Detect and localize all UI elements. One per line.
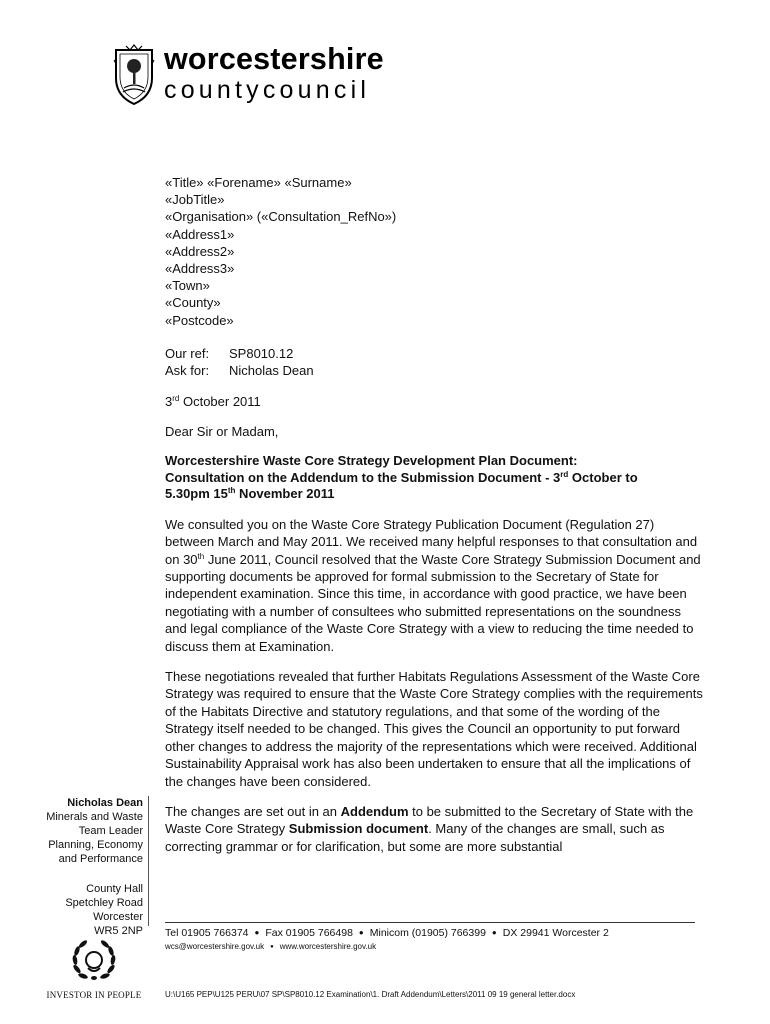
letter-subject: Worcestershire Waste Core Strategy Development Plan Document: Consultation on the Addendum to the Submission Document - 3rd October to 5.30pm 15th November 2011 [165, 453, 638, 502]
address-line: «Organisation» («Consultation_RefNo») [165, 209, 397, 225]
bullet-icon: ● [254, 928, 260, 937]
address-line: «Address3» [165, 260, 235, 276]
sender-name: Nicholas Dean [67, 797, 143, 809]
sender-address-line: Spetchley Road [65, 897, 143, 909]
address-line: «Title» «Forename» «Surname» [165, 175, 352, 190]
our-ref-value: SP8010.12 [229, 345, 294, 361]
sender-role-line: Minerals and Waste [46, 811, 143, 823]
salutation: Dear Sir or Madam, [165, 423, 279, 439]
address-line: «Address1» [165, 226, 235, 242]
sender-address-line: WR5 2NP [94, 925, 143, 937]
sender-role-line: Planning, Economy [48, 839, 143, 851]
address-line: «Postcode» [165, 312, 234, 328]
laurel-wreath-icon [38, 934, 150, 988]
address-line: «Town» [165, 278, 210, 294]
footer-website[interactable]: www.worcestershire.gov.uk [279, 942, 377, 951]
iip-caption: INVESTOR IN PEOPLE [46, 990, 142, 1000]
sender-role-line: Team Leader [78, 825, 143, 837]
footer-divider [165, 922, 695, 923]
letter-date: 3rd October 2011 [165, 393, 261, 409]
footer-email[interactable]: wcs@worcestershire.gov.uk [165, 942, 265, 951]
footer-dx: DX 29941 Worcester 2 [502, 927, 609, 939]
paragraph-3: The changes are set out in an Addendum to be submitted to the Secretary of State with the Waste Core Strategy Submission document. Many of the changes are small, such as correcting grammar or for clarification, but some are more substantial [165, 803, 694, 854]
sender-address-line: County Hall [86, 883, 143, 895]
our-ref-label: Our ref: [165, 345, 210, 361]
address-line: «Address2» [165, 243, 235, 259]
council-logo [112, 44, 442, 108]
logo-wordmark-line2: countycouncil [164, 76, 371, 104]
footer-tel: Tel 01905 766374 [165, 927, 249, 939]
sender-role-line: and Performance [58, 853, 143, 865]
sender-address-line: Worcester [93, 911, 143, 923]
footer-contacts [165, 927, 609, 939]
address-line: «JobTitle» [165, 192, 225, 208]
recipient-address [165, 174, 705, 329]
document-file-path: U:\U165 PEP\U125 PERU\07 SP\SP8010.12 Examination\1. Draft Addendum\Letters\2011 09 19 general letter.docx [165, 990, 576, 999]
sidebar-divider [148, 796, 149, 926]
bullet-icon: ● [491, 928, 497, 937]
bullet-icon: ● [358, 928, 364, 937]
bullet-icon: ● [270, 944, 274, 950]
footer-web [165, 942, 376, 951]
ask-for-label: Ask for: [165, 363, 210, 379]
investors-in-people-logo [38, 934, 150, 1004]
address-line: «County» [165, 295, 221, 311]
paragraph-2: These negotiations revealed that further Habitats Regulations Assessment of the Waste Core Strategy was required to ensure that the Waste Core Strategy complies with the requirements of the Habitats Directive and statutory regulations, and that some of the wording of the Strategy itself needed to be changed. This gives the Council an opportunity to put forward other changes to address the majority of the representations which were received. Additional Sustainability Appraisal work has also been undertaken to ensure that all the implications of the changes have been considered. [165, 669, 703, 789]
footer-fax: Fax 01905 766498 [265, 927, 353, 939]
paragraph-1: We consulted you on the Waste Core Strategy Publication Document (Regulation 27) between March and May 2011. We received many helpful responses to that consultation and on 30th June 2011, Council resolved that the Waste Core Strategy Submission Document and supporting documents be approved for formal submission to the Secretary of State for independent examination. Since this time, in accordance with good practice, we have been negotiating with a number of consultees who submitted representations on the soundness and legal compliance of the Waste Core Strategy with a view to reducing the time needed to discuss them at Examination. [165, 516, 701, 654]
footer-minicom: Minicom (01905) 766399 [369, 927, 486, 939]
reference-block [165, 345, 705, 380]
letter-body [165, 174, 705, 855]
council-crest-icon [112, 44, 156, 106]
ask-for-value: Nicholas Dean [229, 363, 314, 379]
logo-wordmark-line1: worcestershire [164, 42, 384, 76]
sender-sidebar [3, 796, 143, 938]
